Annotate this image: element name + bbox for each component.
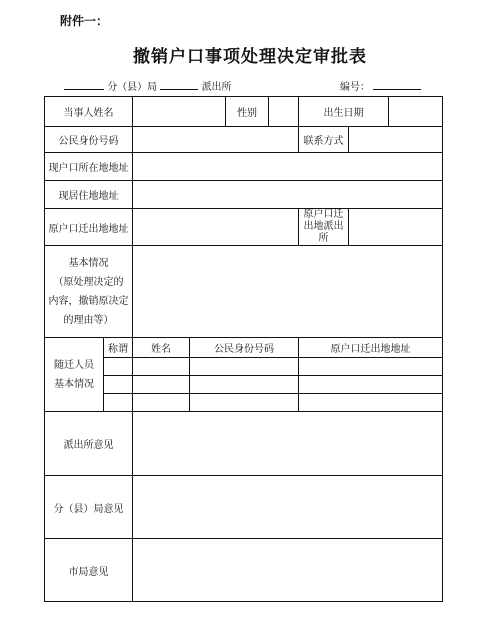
companions-label-line-1: 随迁人员 xyxy=(54,359,94,371)
companion-name-cell[interactable] xyxy=(133,358,190,376)
approval-form-table xyxy=(44,96,443,602)
party-name-field[interactable] xyxy=(133,97,226,127)
row-current-reg xyxy=(45,153,443,181)
companion-id-cell[interactable] xyxy=(190,394,299,412)
row-basic-info xyxy=(45,246,443,338)
city-opinion-label: 市局意见 xyxy=(45,539,133,602)
companion-address-cell[interactable] xyxy=(299,358,443,376)
row-original-moveout xyxy=(45,209,443,246)
companion-id-cell[interactable] xyxy=(190,376,299,394)
basic-info-line-1: 基本情况 xyxy=(68,257,109,269)
original-moveout-station-label: 原户口迁出地派出所 xyxy=(299,209,349,246)
basic-info-label xyxy=(45,246,133,338)
station-blank[interactable] xyxy=(160,79,198,90)
branch-opinion-label: 分（县）局意见 xyxy=(45,476,133,539)
companion-name-cell[interactable] xyxy=(133,394,190,412)
companions-header-row xyxy=(45,338,443,358)
basic-info-line-3: 内容，撤销原决定 xyxy=(48,295,129,307)
row-city-opinion xyxy=(45,539,443,602)
number-blank[interactable] xyxy=(373,79,421,90)
id-number-field[interactable] xyxy=(133,127,299,153)
branch-blank[interactable] xyxy=(64,79,104,90)
number-label: 编号： xyxy=(340,82,370,93)
original-moveout-station-field[interactable] xyxy=(349,209,443,246)
original-moveout-address-label: 原户口迁出地地址 xyxy=(45,209,133,246)
row-id xyxy=(45,127,443,153)
basic-info-line-2: （原处理决定的 xyxy=(53,276,124,288)
companions-col-relation: 称谓 xyxy=(104,338,133,358)
original-moveout-address-field[interactable] xyxy=(133,209,299,246)
companions-label xyxy=(45,338,104,412)
row-party xyxy=(45,97,443,127)
city-opinion-field[interactable] xyxy=(133,539,443,602)
companion-relation-cell[interactable] xyxy=(104,394,133,412)
companions-col-id: 公民身份号码 xyxy=(190,338,299,358)
birth-date-field[interactable] xyxy=(389,97,443,127)
party-name-label: 当事人姓名 xyxy=(45,97,133,127)
companions-row xyxy=(45,394,443,412)
id-number-label: 公民身份号码 xyxy=(45,127,133,153)
companions-col-name: 姓名 xyxy=(133,338,190,358)
companion-address-cell[interactable] xyxy=(299,376,443,394)
birth-date-label: 出生日期 xyxy=(299,97,389,127)
station-opinion-field[interactable] xyxy=(133,412,443,476)
companion-name-cell[interactable] xyxy=(133,376,190,394)
companion-address-cell[interactable] xyxy=(299,394,443,412)
current-residence-label: 现居住地地址 xyxy=(45,181,133,209)
basic-info-field[interactable] xyxy=(133,246,443,338)
branch-line xyxy=(64,78,232,93)
companions-row xyxy=(45,358,443,376)
station-label: 派出所 xyxy=(201,82,232,93)
attachment-label: 附件一： xyxy=(60,14,109,28)
gender-field[interactable] xyxy=(269,97,299,127)
gender-label: 性别 xyxy=(226,97,269,127)
companions-row xyxy=(45,376,443,394)
number-line xyxy=(340,78,421,93)
companions-col-address: 原户口迁出地地址 xyxy=(299,338,443,358)
current-residence-field[interactable] xyxy=(133,181,443,209)
branch-label: 分（县）局 xyxy=(107,82,158,93)
contact-label: 联系方式 xyxy=(299,127,349,153)
companion-relation-cell[interactable] xyxy=(104,358,133,376)
companions-label-line-2: 基本情况 xyxy=(54,378,94,390)
basic-info-line-4: 的理由等） xyxy=(63,314,114,326)
branch-opinion-field[interactable] xyxy=(133,476,443,539)
row-branch-opinion xyxy=(45,476,443,539)
current-reg-address-label: 现户口所在地地址 xyxy=(45,153,133,181)
station-opinion-label: 派出所意见 xyxy=(45,412,133,476)
row-current-residence xyxy=(45,181,443,209)
row-station-opinion xyxy=(45,412,443,476)
companion-relation-cell[interactable] xyxy=(104,376,133,394)
companion-id-cell[interactable] xyxy=(190,358,299,376)
page-title: 撤销户口事项处理决定审批表 xyxy=(133,47,367,67)
current-reg-address-field[interactable] xyxy=(133,153,443,181)
contact-field[interactable] xyxy=(349,127,443,153)
